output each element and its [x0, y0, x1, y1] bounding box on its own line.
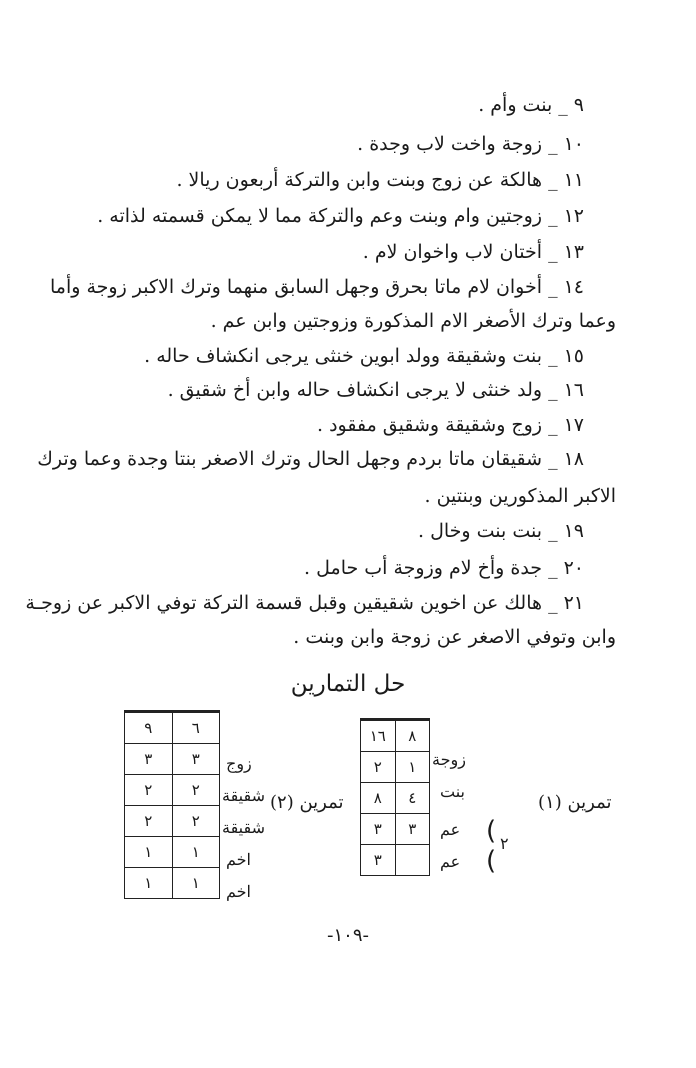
table-row	[361, 845, 430, 876]
table-cell: ٦	[172, 712, 220, 744]
table-cell: ٣	[395, 814, 430, 845]
table-cell: ١٦	[361, 720, 396, 752]
exercise-2-label: تمرين (٢)	[270, 792, 344, 813]
table-cell: ٤	[395, 783, 430, 814]
exercise-20: ٢٠_ جدة وأخ لام وزوجة أب حامل .	[304, 557, 584, 579]
table-row	[125, 712, 220, 744]
table-cell: ٨	[361, 783, 396, 814]
table-cell: ٢	[125, 775, 173, 806]
table-cell: ١	[125, 837, 173, 868]
table-cell: ١	[172, 837, 220, 868]
table-cell: ٢	[361, 752, 396, 783]
exercise-21: ٢١_ هالك عن اخوين شقيقين وقبل قسمة التركة توفي الاكبر عن زوجـة	[25, 592, 584, 614]
table-row	[125, 775, 220, 806]
table-row	[125, 868, 220, 899]
table-cell: ٨	[395, 720, 430, 752]
table-row	[361, 814, 430, 845]
ex1-heir-daughter: بنت	[440, 782, 465, 801]
exercise-11: ١١_ هالكة عن زوج وبنت وابن والتركة أربعون ريالا .	[176, 169, 584, 191]
ex1-heir-uncle-2: عم	[440, 852, 461, 871]
ex2-table	[124, 710, 220, 899]
table-cell: ١	[172, 868, 220, 899]
page-number: -١٠٩-	[326, 925, 369, 946]
ex2-heir-brother-1: اخم	[226, 850, 251, 869]
exercise-15: ١٥_ بنت وشقيقة وولد ابوين خنثى يرجى انكشاف حاله .	[144, 345, 584, 367]
exercise-13: ١٣_ أختان لاب واخوان لام .	[362, 241, 584, 263]
table-row	[125, 806, 220, 837]
exercise-1-label: تمرين (١)	[538, 792, 612, 813]
table-cell: ٣	[125, 744, 173, 775]
table-cell: ٣	[172, 744, 220, 775]
exercise-9: ٩_ بنت وأم .	[478, 94, 584, 116]
exercise-12: ١٢_ زوجتين وام وبنت وعم والتركة مما لا يمكن قسمته لذاته .	[97, 205, 584, 227]
table-row	[361, 720, 430, 752]
ex2-heir-sister-1: شقيقة	[222, 786, 265, 805]
solutions-title: حل التمارين	[290, 671, 406, 697]
exercise-16: ١٦_ ولد خنثى لا يرجى انكشاف حاله وابن أخ شقيق .	[167, 379, 584, 401]
table-row	[125, 837, 220, 868]
ex1-brace-bottom: (	[486, 846, 497, 876]
exercise-18-continued: الاكبر المذكورين وبنتين .	[424, 485, 616, 507]
table-row	[125, 744, 220, 775]
ex2-heir-husband: زوج	[226, 754, 252, 773]
exercise-14-continued: وعما وترك الأصغر الام المذكورة وزوجتين وابن عم .	[210, 310, 616, 332]
ex2-heir-sister-2: شقيقة	[222, 818, 265, 837]
table-cell: ٢	[172, 775, 220, 806]
table-cell	[395, 845, 430, 876]
ex1-heir-uncle-1: عم	[440, 820, 461, 839]
exercise-18: ١٨_ شقيقان ماتا بردم وجهل الحال وترك الاصغر بنتا وجدة وعما وترك	[37, 448, 584, 470]
table-row	[361, 783, 430, 814]
table-cell: ٣	[361, 814, 396, 845]
ex1-brace-top: (	[486, 816, 497, 846]
ex1-table	[360, 718, 430, 876]
ex1-uncles-count: ٢	[500, 834, 509, 853]
table-cell: ٢	[125, 806, 173, 837]
table-cell: ٢	[172, 806, 220, 837]
table-cell: ٩	[125, 712, 173, 744]
table-cell: ١	[395, 752, 430, 783]
ex1-heir-wife: زوجة	[432, 750, 466, 769]
ex2-heir-brother-2: اخم	[226, 882, 251, 901]
exercise-19: ١٩_ بنت بنت وخال .	[418, 520, 584, 542]
exercise-14: ١٤_ أخوان لام ماتا بحرق وجهل السابق منهما وترك الاكبر زوجة وأما	[50, 276, 584, 298]
table-row	[361, 752, 430, 783]
table-cell: ٣	[361, 845, 396, 876]
table-cell: ١	[125, 868, 173, 899]
exercise-10: ١٠_ زوجة واخت لاب وجدة .	[357, 133, 584, 155]
exercise-17: ١٧_ زوج وشقيقة وشقيق مفقود .	[317, 414, 584, 436]
exercise-21-continued: وابن وتوفي الاصغر عن زوجة وابن وبنت .	[293, 626, 616, 648]
